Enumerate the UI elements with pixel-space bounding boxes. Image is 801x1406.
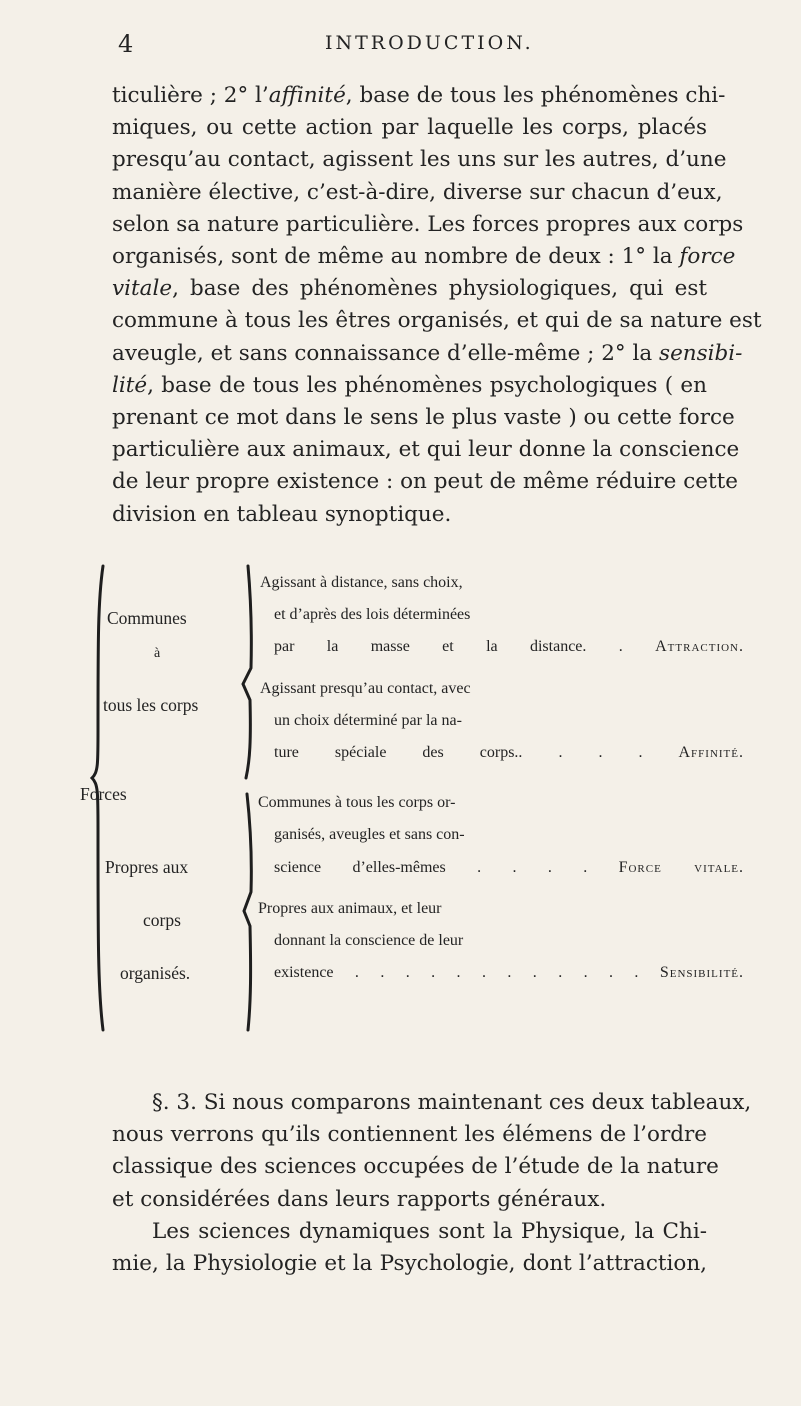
text-line: manière élective, c’est-à-dire, diverse sur chacun d’eux,: [112, 179, 723, 205]
entry-line: existence . . . . . . . . . . . . Sensibilité.: [274, 964, 745, 981]
term-affinite: Affinité.: [678, 744, 744, 761]
paragraph-forces: [112, 80, 762, 531]
entry-line: Communes à tous les corps or-: [258, 794, 456, 811]
group-label-line: organisés.: [120, 963, 191, 983]
text-line: mie, la Physiologie et la Psychologie, dont l’attraction,: [112, 1251, 707, 1277]
entry-line: ture spéciale des corps.. . . . Affinité.: [274, 744, 744, 761]
entry-line: donnant la conscience de leur: [274, 932, 464, 949]
text-line: miques, ou cette action par laquelle les corps, placés: [112, 115, 707, 141]
group-label-line: tous les corps: [103, 695, 199, 715]
synoptic-table: [80, 560, 745, 1100]
text-line: ticulière ; 2° l’affinité, base de tous les phénomènes chi-: [112, 83, 726, 108]
text-line: vitale, base des phénomènes physiologiques, qui est: [112, 276, 707, 302]
entry-line: Agissant à distance, sans choix,: [260, 574, 463, 591]
text-line: classique des sciences occupées de l’étude de la nature: [112, 1154, 719, 1180]
paragraph-section-3: [112, 1087, 752, 1280]
entry-line: Agissant presqu’au contact, avec: [260, 680, 471, 697]
communes-brace: [243, 566, 251, 778]
propres-brace: [244, 794, 251, 1030]
text-line: de leur propre existence : on peut de même réduire cette: [112, 469, 739, 495]
text-line: aveugle, et sans connaissance d’elle-même ; 2° la sensibi-: [112, 340, 743, 366]
group-label-line: corps: [143, 910, 181, 930]
text-line: §. 3. Si nous comparons maintenant ces deux tableaux,: [152, 1090, 752, 1115]
group-label-line: Propres aux: [105, 857, 189, 877]
entry-line: un choix déterminé par la na-: [274, 712, 462, 729]
text-line: organisés, sont de même au nombre de deux : 1° la force: [112, 244, 736, 270]
group-label-line: à: [154, 646, 161, 661]
text-line: particulière aux animaux, et qui leur donne la conscience: [112, 437, 740, 463]
forces-label: Forces: [80, 784, 127, 804]
entry-line: science d’elles-mêmes . . . . Force vitale.: [274, 859, 745, 876]
page-number: 4: [118, 30, 134, 58]
term-attraction: Attraction.: [655, 638, 744, 655]
text-line: lité, base de tous les phénomènes psychologiques ( en: [112, 372, 707, 398]
running-title: INTRODUCTION.: [325, 32, 534, 54]
entry-line: ganisés, aveugles et sans con-: [274, 826, 465, 843]
text-line: division en tableau synoptique.: [112, 501, 452, 527]
text-line: et considérées dans leurs rapports généraux.: [112, 1186, 607, 1212]
term-force-vitale: Force vitale.: [618, 859, 745, 876]
text-line: selon sa nature particulière. Les forces propres aux corps: [112, 211, 744, 237]
text-line: prenant ce mot dans le sens le plus vaste ) ou cette force: [112, 405, 735, 431]
running-header: [112, 30, 702, 60]
term-sensibilite: Sensibilité.: [659, 964, 745, 981]
entry-line: Propres aux animaux, et leur: [258, 900, 442, 917]
group-label-line: Communes: [107, 608, 187, 628]
text-line: presqu’au contact, agissent les uns sur les autres, d’une: [112, 147, 727, 173]
text-line: nous verrons qu’ils contiennent les élémens de l’ordre: [112, 1122, 707, 1148]
entry-line: par la masse et la distance. . Attraction.: [274, 638, 744, 655]
entry-line: et d’après des lois déterminées: [274, 606, 471, 623]
text-line: commune à tous les êtres organisés, et qui de sa nature est: [112, 308, 762, 334]
text-line: Les sciences dynamiques sont la Physique, la Chi-: [152, 1218, 707, 1244]
